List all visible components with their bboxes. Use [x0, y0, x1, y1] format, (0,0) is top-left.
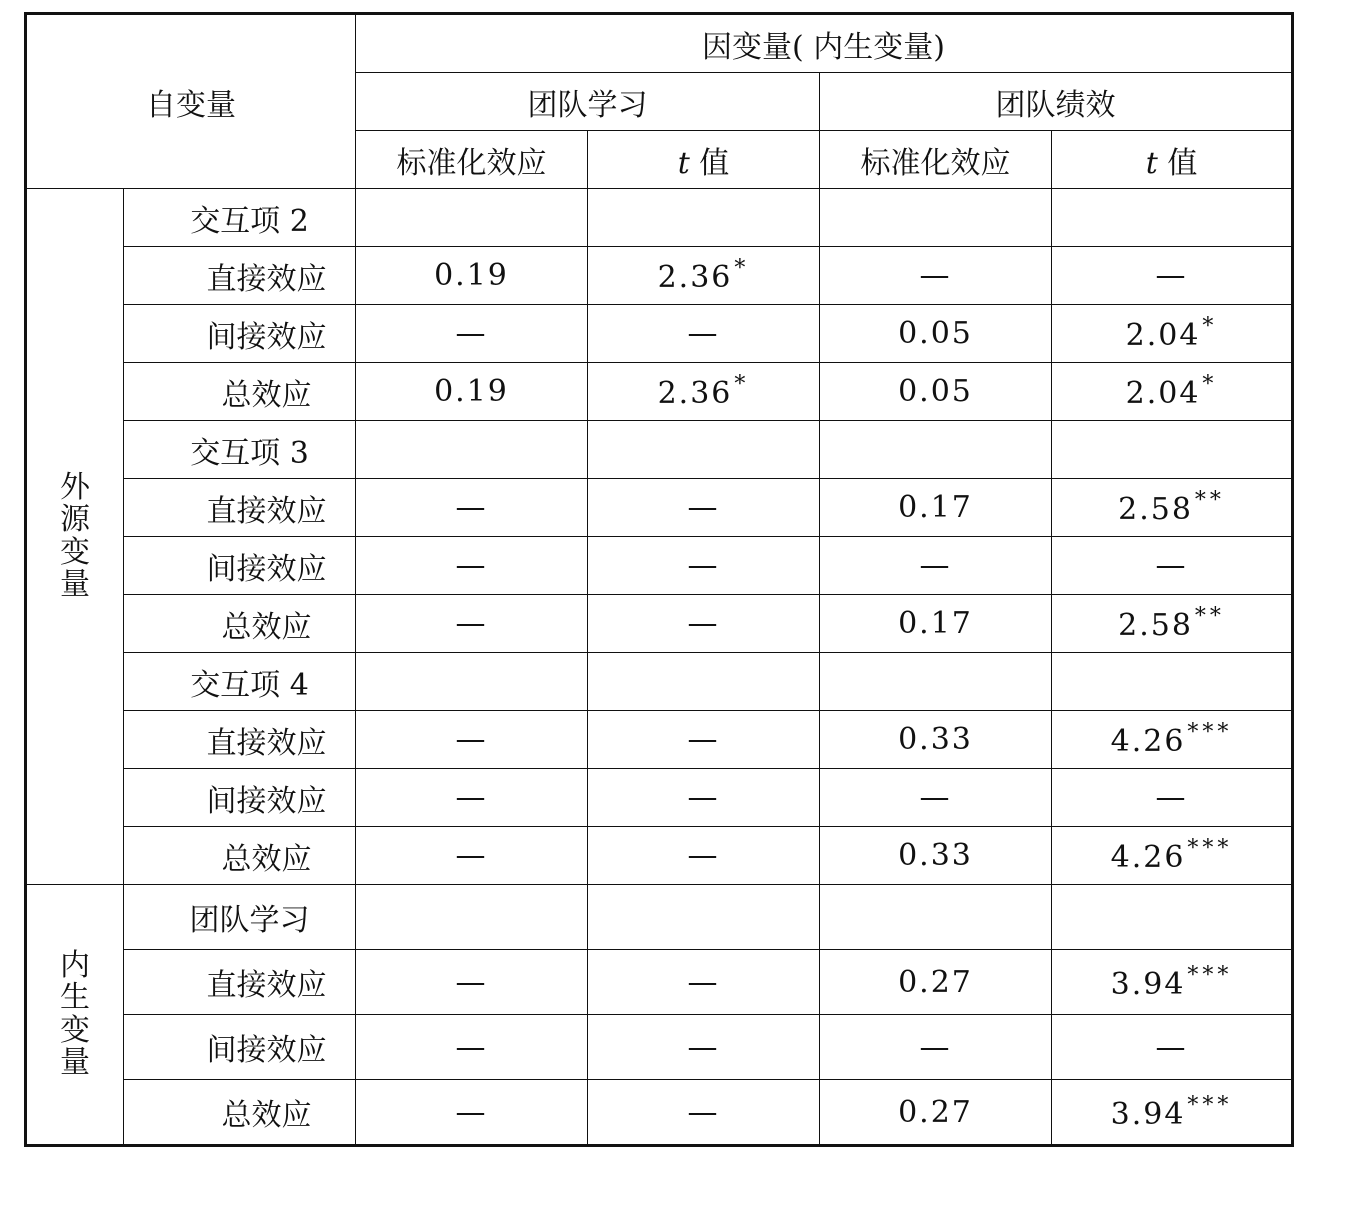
group-label-char: 内 [60, 947, 90, 983]
team-performance-std-effect [820, 827, 1052, 885]
team-learning-std-effect [356, 363, 588, 421]
empty-cell [356, 885, 588, 950]
empty-cell [588, 189, 820, 247]
team-performance-t-value [1052, 479, 1293, 537]
effect-label: 间接效应 [124, 537, 356, 595]
team-learning-std-effect [356, 950, 588, 1015]
effect-label: 总效应 [124, 595, 356, 653]
significance-stars: ** [1194, 604, 1225, 629]
team-learning-t-value [588, 479, 820, 537]
table-row [26, 1080, 1293, 1146]
empty-cell [356, 421, 588, 479]
cell-value: 2.58 [1118, 608, 1193, 643]
cell-value: — [687, 1094, 720, 1130]
table-body [26, 14, 1293, 1146]
team-performance-std-effect [820, 363, 1052, 421]
empty-cell [1052, 189, 1293, 247]
cell-value: 0.33 [898, 722, 973, 757]
cell-value: — [687, 780, 720, 815]
cell-value: 4.26 [1110, 840, 1186, 875]
significance-stars: *** [1187, 720, 1233, 745]
independent-variable-header: 自变量 [26, 14, 356, 189]
significance-stars: * [1202, 372, 1218, 397]
effect-label: 直接效应 [124, 950, 356, 1015]
t-value-header: t 值 [1052, 131, 1293, 189]
block-title-row [26, 885, 1293, 950]
block-title: 交互项 3 [124, 421, 356, 479]
team-performance-std-effect [820, 711, 1052, 769]
team-performance-t-value [1052, 247, 1293, 305]
block-title: 团队学习 [124, 885, 356, 950]
dependent-variable-header: 因变量( 内生变量) [356, 14, 1293, 73]
effect-label: 间接效应 [124, 305, 356, 363]
team-learning-t-value [588, 950, 820, 1015]
significance-stars: * [1202, 314, 1218, 339]
group-label-char: 源 [60, 502, 90, 538]
team-learning-t-value [588, 595, 820, 653]
group-label-char: 变 [60, 1012, 90, 1048]
effect-label: 间接效应 [124, 769, 356, 827]
team-learning-header: 团队学习 [356, 73, 820, 131]
t-value-header: t 值 [588, 131, 820, 189]
table-row [26, 479, 1293, 537]
table-row [26, 595, 1293, 653]
cell-value: — [1155, 1029, 1188, 1065]
team-performance-t-value [1052, 711, 1293, 769]
team-learning-std-effect [356, 537, 588, 595]
team-learning-t-value [588, 1080, 820, 1146]
cell-value: — [1155, 258, 1188, 293]
empty-cell [820, 885, 1052, 950]
team-learning-std-effect [356, 1015, 588, 1080]
block-title: 交互项 2 [124, 189, 356, 247]
empty-cell [356, 189, 588, 247]
team-learning-std-effect [356, 769, 588, 827]
team-performance-std-effect [820, 247, 1052, 305]
team-performance-header: 团队绩效 [820, 73, 1293, 131]
group-label [26, 885, 124, 1146]
cell-value: — [1155, 548, 1188, 583]
cell-value: — [687, 838, 720, 873]
team-learning-t-value [588, 827, 820, 885]
team-performance-t-value [1052, 537, 1293, 595]
cell-value: 0.19 [434, 374, 509, 409]
significance-stars: ** [1194, 488, 1225, 513]
table-row [26, 363, 1293, 421]
cell-value: 2.58 [1118, 492, 1193, 527]
cell-value: 0.19 [434, 258, 509, 293]
team-learning-std-effect [356, 247, 588, 305]
team-performance-t-value [1052, 827, 1293, 885]
team-performance-t-value [1052, 305, 1293, 363]
cell-value: 0.33 [898, 838, 973, 873]
table-row [26, 711, 1293, 769]
team-performance-std-effect [820, 595, 1052, 653]
block-title-row [26, 653, 1293, 711]
cell-value: — [455, 1029, 488, 1065]
empty-cell [588, 885, 820, 950]
block-title-row [26, 189, 1293, 247]
cell-value: 3.94 [1110, 966, 1186, 1002]
team-performance-std-effect [820, 769, 1052, 827]
cell-value: 0.17 [898, 606, 973, 641]
table-row [26, 1015, 1293, 1080]
team-learning-t-value [588, 1015, 820, 1080]
cell-value: 0.17 [898, 490, 973, 525]
team-performance-std-effect [820, 1080, 1052, 1146]
cell-value: — [455, 838, 488, 873]
cell-value: — [455, 316, 488, 351]
cell-value: — [455, 490, 488, 525]
cell-value: 0.27 [898, 1094, 973, 1130]
empty-cell [1052, 885, 1293, 950]
block-title-row [26, 421, 1293, 479]
block-title: 交互项 4 [124, 653, 356, 711]
team-performance-t-value [1052, 1080, 1293, 1146]
team-performance-std-effect [820, 479, 1052, 537]
cell-value: — [687, 1029, 720, 1065]
team-learning-t-value [588, 769, 820, 827]
group-label-char: 外 [60, 469, 90, 505]
team-learning-std-effect [356, 305, 588, 363]
cell-value: — [455, 722, 488, 757]
table-row [26, 827, 1293, 885]
group-label [26, 189, 124, 885]
team-performance-t-value [1052, 950, 1293, 1015]
team-performance-t-value [1052, 1015, 1293, 1080]
empty-cell [820, 189, 1052, 247]
cell-value: — [455, 780, 488, 815]
effect-label: 总效应 [124, 827, 356, 885]
team-learning-std-effect [356, 595, 588, 653]
table-row [26, 950, 1293, 1015]
cell-value: 2.36 [657, 260, 733, 295]
effect-label: 直接效应 [124, 711, 356, 769]
table-row [26, 305, 1293, 363]
significance-stars: *** [1187, 962, 1233, 988]
team-learning-std-effect [356, 1080, 588, 1146]
significance-stars: * [734, 372, 750, 397]
significance-stars: *** [1187, 1092, 1233, 1118]
cell-value: 2.04 [1125, 376, 1201, 411]
group-label-char: 生 [60, 980, 90, 1016]
cell-value: — [919, 548, 952, 583]
cell-value: — [919, 780, 952, 815]
team-learning-t-value [588, 537, 820, 595]
team-performance-std-effect [820, 305, 1052, 363]
cell-value: — [455, 548, 488, 583]
cell-value: — [687, 722, 720, 757]
std-effect-header: 标准化效应 [820, 131, 1052, 189]
cell-value: 2.04 [1125, 318, 1201, 353]
header-row-1 [26, 14, 1293, 73]
effect-label: 间接效应 [124, 1015, 356, 1080]
team-learning-t-value [588, 711, 820, 769]
cell-value: — [687, 548, 720, 583]
team-learning-std-effect [356, 479, 588, 537]
cell-value: 0.05 [898, 374, 973, 409]
std-effect-header: 标准化效应 [356, 131, 588, 189]
significance-stars: *** [1187, 836, 1233, 861]
team-performance-std-effect [820, 950, 1052, 1015]
team-performance-std-effect [820, 537, 1052, 595]
team-learning-t-value [588, 247, 820, 305]
team-learning-std-effect [356, 711, 588, 769]
empty-cell [1052, 421, 1293, 479]
empty-cell [588, 421, 820, 479]
cell-value: — [919, 1029, 952, 1065]
cell-value: — [919, 258, 952, 293]
cell-value: — [687, 606, 720, 641]
cell-value: — [687, 316, 720, 351]
cell-value: — [455, 1094, 488, 1130]
cell-value: — [455, 606, 488, 641]
group-label-char: 变 [60, 534, 90, 570]
empty-cell [820, 421, 1052, 479]
table-row [26, 247, 1293, 305]
team-learning-t-value [588, 305, 820, 363]
effects-table [24, 12, 1294, 1147]
cell-value: 4.26 [1110, 724, 1186, 759]
cell-value: 0.27 [898, 964, 973, 1000]
cell-value: — [1155, 780, 1188, 815]
team-learning-t-value [588, 363, 820, 421]
effect-label: 直接效应 [124, 479, 356, 537]
significance-stars: * [734, 256, 750, 281]
team-performance-std-effect [820, 1015, 1052, 1080]
effect-label: 总效应 [124, 363, 356, 421]
effect-label: 直接效应 [124, 247, 356, 305]
empty-cell [356, 653, 588, 711]
team-performance-t-value [1052, 595, 1293, 653]
cell-value: 0.05 [898, 316, 973, 351]
effect-label: 总效应 [124, 1080, 356, 1146]
cell-value: — [455, 964, 488, 1000]
group-label-char: 量 [60, 1044, 90, 1080]
empty-cell [588, 653, 820, 711]
cell-value: — [687, 490, 720, 525]
empty-cell [1052, 653, 1293, 711]
cell-value: 2.36 [657, 376, 733, 411]
cell-value: 3.94 [1110, 1096, 1186, 1132]
table-row [26, 769, 1293, 827]
team-performance-t-value [1052, 769, 1293, 827]
cell-value: — [687, 964, 720, 1000]
team-learning-std-effect [356, 827, 588, 885]
table-row [26, 537, 1293, 595]
team-performance-t-value [1052, 363, 1293, 421]
empty-cell [820, 653, 1052, 711]
group-label-char: 量 [60, 566, 90, 602]
